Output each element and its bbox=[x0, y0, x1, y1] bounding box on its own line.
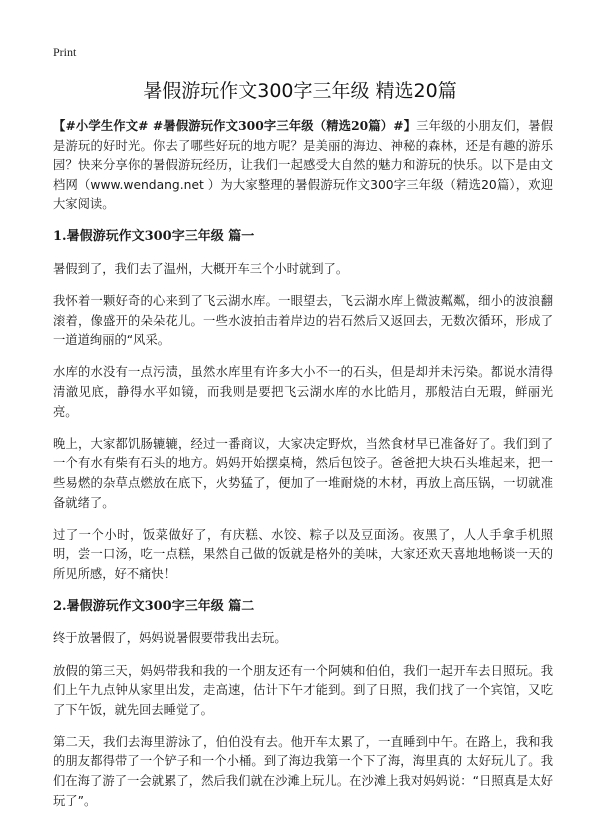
paragraph: 暑假到了，我们去了温州，大概开车三个小时就到了。 bbox=[53, 262, 349, 277]
paragraph: 晚上，大家都饥肠辘辘，经过一番商议，大家决定野炊，当然食材早已准备好了。我们到了一个有水有柴有石头的地方。妈妈开始摆桌椅，然后包饺子。爸爸把大块石头堆起来，把一些易燃的杂草点燃放在底下，火势猛了，便加了一堆耐烧的木材，再放上高压锅，一切就准备就绪了。 bbox=[53, 436, 553, 510]
paragraph: 放假的第三天，妈妈带我和我的一个朋友还有一个阿姨和伯伯，我们一起开车去日照玩。我们上午九点钟从家里出发，走高速，估计下午才能到。到了日照，我们找了一个宾馆，又吃了下午饭，就先回去睡觉了。 bbox=[53, 663, 553, 717]
paragraph: 第二天，我们去海里游泳了，伯伯没有去。他开车太累了，一直睡到中午。在路上，我和我的朋友都得带了一个铲子和一个小桶。到了海边我第一个下了海，海里真的 太好玩儿了。我们在海了游了一会就累了，然后我们就在沙滩上玩儿。在沙滩上我对妈妈说：“日照真是太好玩了”。 bbox=[53, 734, 553, 808]
intro-paragraph bbox=[53, 116, 553, 215]
page-title: 暑假游玩作文300字三年级 精选20篇 bbox=[143, 80, 457, 102]
section-heading: 1.暑假游玩作文300字三年级 篇一 bbox=[53, 229, 255, 245]
paragraph: 我怀着一颗好奇的心来到了飞云湖水库。一眼望去，飞云湖水库上微波粼粼，细小的波浪翻滚着，像盛开的朵朵花儿。一些水波拍击着岸边的岩石然后又返回去，无数次循环，形成了一道道绚丽的“风采。 bbox=[53, 294, 553, 348]
article-body bbox=[53, 116, 553, 824]
intro-text: 三年级的小朋友们，暑假是游玩的好时光。你去了哪些好玩的地方呢？是美丽的海边、神秘的森林，还是有趣的游乐园？快来分享你的暑假游玩经历，让我们一起感受大自然的魅力和游玩的快乐。以下是由文档网（www.wendang.net ）为大家整理的暑假游玩作文300字三年级（精选20篇），欢迎大家阅读。 bbox=[53, 119, 553, 212]
section-heading: 2.暑假游玩作文300字三年级 篇二 bbox=[53, 598, 255, 614]
print-label: Print bbox=[53, 45, 77, 59]
paragraph: 过了一个小时，饭菜做好了，有庆糕、水饺、粽子以及豆面汤。夜黑了，人人手拿手机照明，尝一口汤，吃一点糕，果然自己做的饭就是格外的美味，大家还欢天喜地地畅谈一天的所见所感，好不痛快！ bbox=[53, 527, 553, 581]
intro-tag: 【#小学生作文# #暑假游玩作文300字三年级（精选20篇）#】 bbox=[53, 118, 417, 133]
paragraph: 水库的水没有一点污渍，虽然水库里有许多大小不一的石头，但是却并未污染。都说水清得清澈见底，静得水平如镜，而我则是要把飞云湖水库的水比皓月，那般洁白无瑕，鲜丽光亮。 bbox=[53, 365, 553, 419]
paragraph: 终于放暑假了，妈妈说暑假要带我出去玩。 bbox=[53, 631, 287, 646]
